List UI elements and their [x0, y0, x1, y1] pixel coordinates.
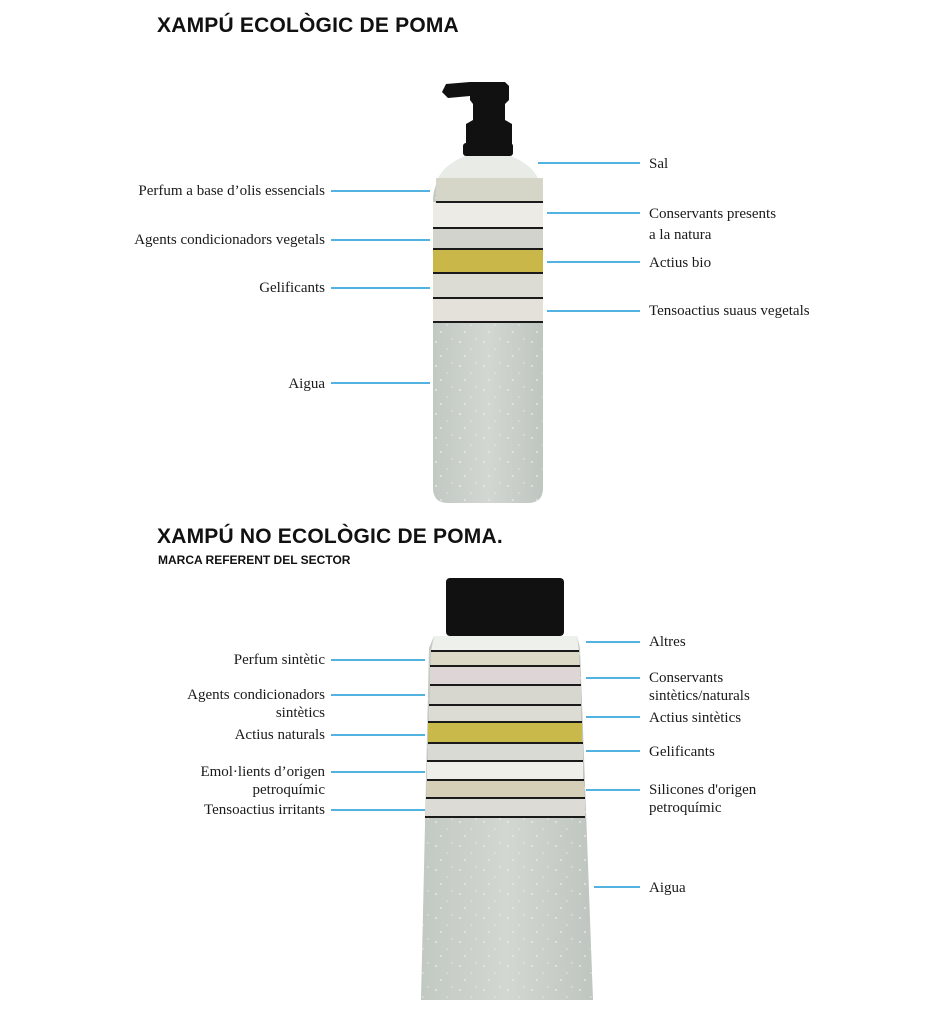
eco-label-gelificants: Gelificants: [259, 280, 325, 296]
eco-label-actius-bio: Actius bio: [649, 255, 712, 271]
eco-label-tensoactius: Tensoactius suaus vegetals: [649, 303, 810, 319]
eco-label-aigua: Aigua: [288, 376, 325, 392]
noneco-label-aigua: Aigua: [649, 880, 686, 896]
eco-title: XAMPÚ ECOLÒGIC DE POMA: [157, 14, 459, 37]
eco-bottle: [433, 82, 543, 503]
noneco-label-conservants: Conservants sintètics/naturals: [649, 670, 750, 704]
eco-label-perfum: Perfum a base d’olis essencials: [138, 183, 325, 199]
noneco-label-silicones: Silicones d'origen petroquímic: [649, 782, 757, 816]
noneco-label-actius-naturals: Actius naturals: [234, 727, 325, 743]
noneco-label-emollients: Emol·lients d’origen petroquímic: [200, 764, 325, 798]
noneco-label-actius-sintetics: Actius sintètics: [649, 710, 742, 726]
noneco-label-gelificants: Gelificants: [649, 744, 715, 760]
eco-label-conservants: Conservants presents a la natura: [649, 206, 777, 243]
eco-label-agents: Agents condicionadors vegetals: [134, 232, 325, 248]
noneco-label-perfum: Perfum sintètic: [233, 652, 325, 668]
noneco-label-altres: Altres: [649, 634, 686, 650]
noneco-label-tensoactius: Tensoactius irritants: [203, 802, 325, 818]
eco-pump-icon: [442, 82, 512, 152]
noneco-label-agents: Agents condicionadors sintètics: [187, 687, 325, 721]
noneco-subtitle: MARCA REFERENT DEL SECTOR: [158, 553, 351, 567]
noneco-title: XAMPÚ NO ECOLÒGIC DE POMA.: [157, 525, 503, 548]
noneco-cap-icon: [446, 578, 564, 636]
noneco-bottle: [421, 578, 593, 1000]
eco-label-sal: Sal: [649, 156, 669, 172]
